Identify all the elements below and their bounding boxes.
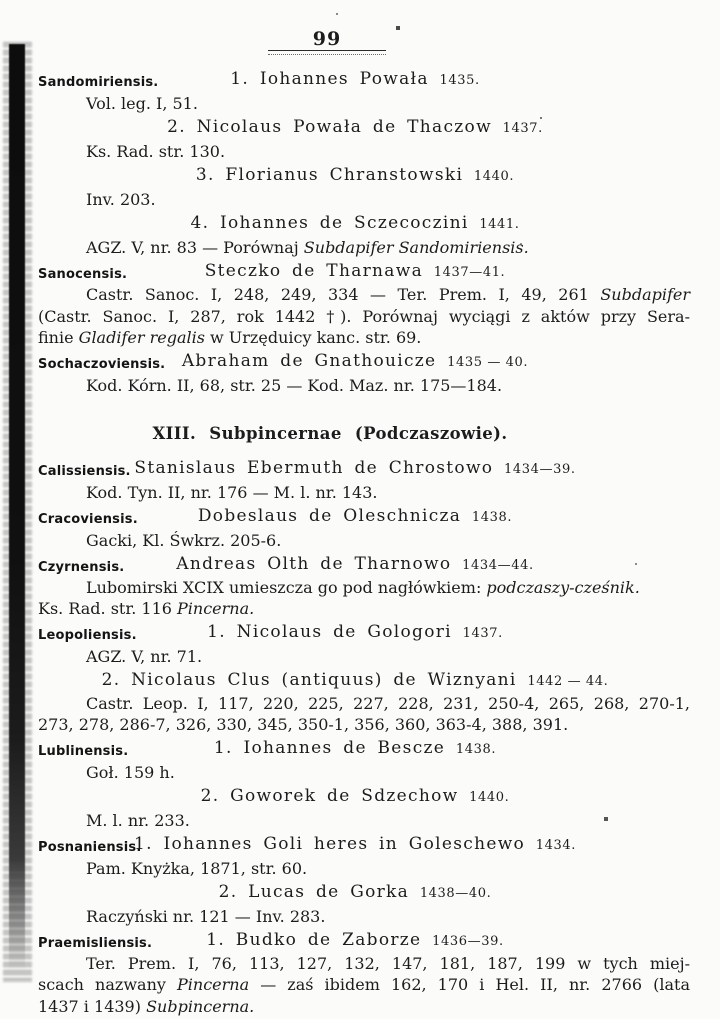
entry-years: 1434—39.: [504, 461, 576, 477]
register-entry: [29, 552, 681, 577]
italic-citation-term: Subpincerna.: [146, 996, 255, 1016]
person-name: Stanislaus Ebermuth de Chrostowo 1434—39.: [134, 457, 576, 478]
page-header: [1, 28, 653, 55]
paragraph-line: [38, 327, 690, 349]
page-content: [38, 28, 690, 1017]
italic-citation-term: Subdapifer: [600, 285, 690, 304]
citation-text: (Castr. Sanoc. I, 287, rok 1442 †). Porównaj wyciągi z aktów przy Sera-: [38, 306, 690, 326]
citation-text: Castr. Leop. I, 117, 220, 225, 227, 228, 231, 250-4, 265, 268, 270-1,: [86, 693, 690, 713]
register-entry: [29, 456, 681, 481]
district-label: Lublinensis.: [38, 743, 129, 759]
person-name: Steczko de Tharnawa 1437—41.: [204, 261, 506, 281]
citation-line: [38, 236, 690, 259]
register-entry: [29, 67, 681, 92]
register-entry: [29, 880, 681, 905]
citation-line: [38, 529, 690, 552]
italic-citation-term: Pincerna: [177, 975, 250, 994]
district-label: Posnaniensis.: [38, 839, 142, 855]
entry-years: 1435.: [439, 73, 480, 88]
citation-line: [38, 140, 690, 163]
section-heading: XIII. Subpincernae (Podczaszowie).: [152, 423, 508, 443]
district-label: Leopoliensis.: [38, 627, 137, 643]
entry-years: 1442 — 44.: [527, 673, 609, 689]
italic-citation-term: Gladifer regalis: [78, 328, 205, 347]
register-entry: [29, 259, 681, 284]
citation-text: Castr. Sanoc. I, 248, 249, 334 — Ter. Prem. I, 49, 261: [86, 285, 601, 304]
paragraph-line: [38, 284, 690, 306]
register-entry: [29, 504, 681, 529]
person-name: 2. Nicolaus Clus (antiquus) de Wiznyani 1442 — 44.: [101, 669, 609, 690]
citation-text: — zaś ibidem 162, 170 i Hel. II, nr. 2766 (lata: [249, 975, 691, 994]
district-label: Sandomiriensis.: [38, 75, 159, 90]
person-name: 1. Iohannes Powała 1435.: [230, 69, 480, 89]
register-entry: [29, 620, 681, 645]
register-entry: [29, 163, 681, 188]
register-entry: [29, 784, 681, 809]
citation-line: [38, 188, 690, 211]
citation-text: AGZ. V, nr. 71.: [86, 646, 203, 666]
citation-text: finie: [38, 328, 79, 347]
paragraph-line: [38, 306, 690, 328]
entry-years: 1438.: [471, 509, 513, 525]
person-name: Abraham de Gnathouicze 1435 — 40.: [181, 350, 529, 371]
citation-text: Inv. 203.: [86, 190, 156, 209]
citation-text: Raczyński nr. 121 — Inv. 283.: [86, 906, 326, 926]
citation-text: Ter. Prem. I, 76, 113, 127, 132, 147, 181, 187, 199 w tych miej-: [86, 953, 690, 973]
citation-text: 1437 i 1439): [38, 996, 147, 1016]
person-name: 2. Lucas de Gorka 1438—40.: [218, 881, 492, 902]
person-name: Dobeslaus de Oleschnicza 1438.: [197, 505, 513, 526]
register-entry: [29, 211, 681, 236]
italic-citation-term: Subdapifer Sandomiriensis.: [303, 238, 529, 257]
entry-years: 1437.: [502, 121, 543, 136]
citation-line: [38, 857, 690, 880]
district-label: Praemisliensis.: [38, 935, 153, 951]
citation-text: Ks. Rad. str. 130.: [86, 142, 226, 161]
paragraph-line: [38, 598, 690, 620]
commentary-paragraph: [38, 953, 690, 1018]
register-entry: [29, 736, 681, 761]
gutter-shadow-band: [9, 44, 25, 970]
district-label: Sanocensis.: [38, 267, 128, 282]
citation-text: Kod. Kórn. II, 68, str. 25 — Kod. Maz. nr. 175—184.: [86, 375, 503, 395]
person-name: 3. Florianus Chranstowski 1440.: [195, 165, 515, 185]
register-entry: [29, 928, 681, 953]
entry-years: 1434—44.: [462, 557, 534, 573]
entry-years: 1437—41.: [433, 265, 506, 280]
paragraph-line: [38, 693, 690, 715]
citation-text: scach nazwany: [38, 975, 177, 994]
register-entry: [29, 349, 681, 374]
scan-speckles: [0, 0, 2, 2]
citation-text: AGZ. V, nr. 83 — Porównaj: [86, 238, 304, 257]
italic-citation-term: Pincerna.: [177, 599, 255, 618]
citation-line: [38, 645, 690, 668]
citation-text: Lubomirski XCIX umieszcza go pod nagłówkiem:: [86, 577, 487, 597]
entry-years: 1435 — 40.: [447, 354, 529, 370]
person-name: 2. Goworek de Sdzechow 1440.: [200, 785, 510, 806]
page-number: 99: [312, 28, 342, 50]
paragraph-line: [38, 974, 690, 996]
citation-text: Gacki, Kl. Śwkrz. 205-6.: [86, 530, 282, 550]
citation-text: Kod. Tyn. II, nr. 176 — M. l. nr. 143.: [86, 482, 378, 502]
entry-years: 1438.: [455, 741, 497, 757]
commentary-paragraph: [38, 577, 690, 620]
district-label: Czyrnensis.: [38, 559, 125, 575]
commentary-paragraph: [38, 284, 690, 349]
entry-years: 1440.: [469, 789, 510, 805]
citation-line: [38, 481, 690, 504]
citation-text: M. l. nr. 233.: [86, 810, 190, 830]
person-name: 1. Iohannes de Bescze 1438.: [213, 737, 497, 758]
citation-line: [38, 92, 690, 115]
citation-text: 273, 278, 286-7, 326, 330, 345, 350-1, 356, 360, 363-4, 388, 391.: [38, 715, 569, 734]
page-body: [38, 67, 690, 1017]
person-name: 4. Iohannes de Sczecoczini 1441.: [190, 213, 520, 233]
paragraph-line: [38, 714, 690, 736]
citation-text: Goł. 159 h.: [86, 762, 175, 782]
person-name: Andreas Olth de Tharnowo 1434—44.: [176, 553, 534, 574]
citation-text: Ks. Rad. str. 116: [38, 599, 178, 618]
citation-line: [38, 905, 690, 928]
entry-years: 1436—39.: [432, 933, 504, 949]
citation-line: [38, 374, 690, 397]
district-label: Calissiensis.: [38, 463, 131, 479]
entry-years: 1440.: [473, 169, 515, 184]
citation-text: Vol. leg. I, 51.: [86, 94, 198, 113]
italic-citation-term: podczaszy-cześnik.: [486, 577, 640, 597]
person-name: 1. Nicolaus de Gologori 1437.: [207, 621, 503, 642]
paragraph-line: [38, 953, 690, 975]
register-entry: [29, 668, 681, 693]
district-label: Sochaczoviensis.: [38, 356, 166, 372]
person-name: 1. Budko de Zaborze 1436—39.: [206, 929, 504, 950]
register-entry: [29, 115, 681, 140]
entry-years: 1437.: [462, 625, 503, 641]
citation-line: [38, 761, 690, 784]
register-entry: [29, 832, 681, 857]
district-label: Cracoviensis.: [38, 511, 138, 527]
entry-years: 1441.: [479, 217, 520, 232]
citation-line: [38, 809, 690, 832]
entry-years: 1434.: [535, 837, 577, 853]
person-name: 2. Nicolaus Powała de Thaczow 1437.: [167, 117, 543, 137]
entry-years: 1438—40.: [419, 885, 492, 901]
citation-text: Pam. Knyżka, 1871, str. 60.: [86, 858, 308, 878]
citation-text: w Urzęduicy kanc. str. 69.: [204, 328, 422, 347]
paragraph-line: [38, 996, 690, 1018]
person-name: 1. Iohannes Goli heres in Goleschewo 1434.: [133, 833, 577, 854]
commentary-paragraph: [38, 693, 690, 736]
paragraph-line: [38, 577, 690, 599]
